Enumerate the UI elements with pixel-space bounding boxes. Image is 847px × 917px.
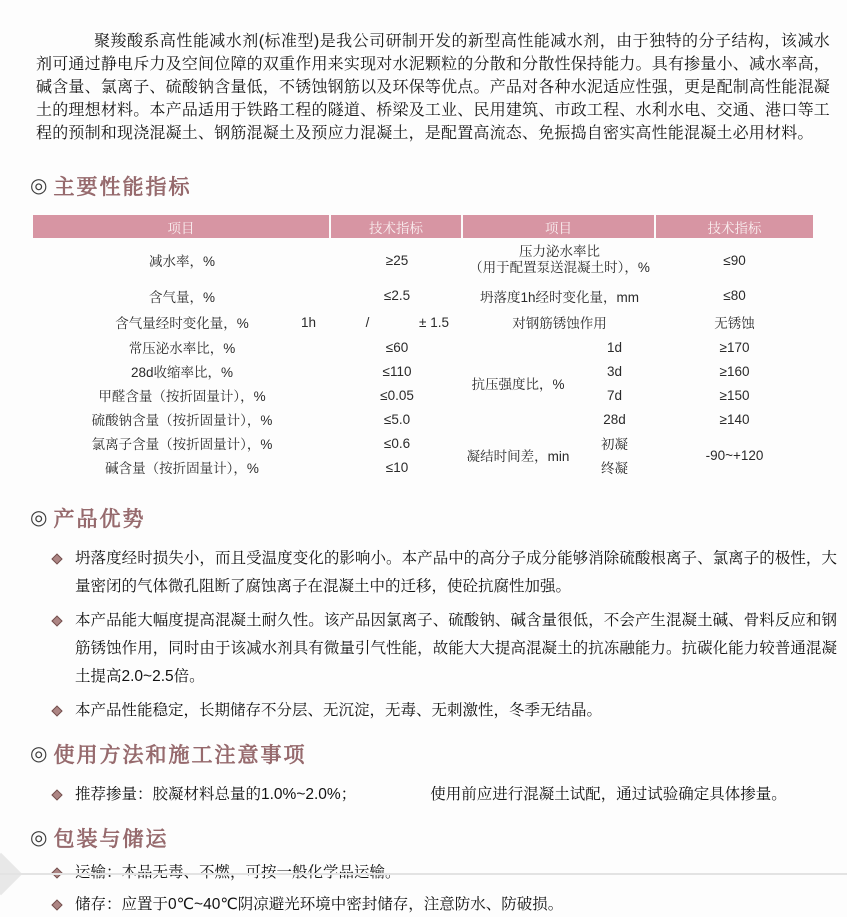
label-line: 压力泌水率比 [519,244,600,259]
diamond-bullet-icon [51,553,62,564]
table-row-value: ≤90 [723,252,746,268]
table-row-label: 坍落度1h经时变化量，mm [479,289,639,305]
section-marker-icon: ◎ [30,743,48,765]
table-row-value: ≥150 [719,387,750,403]
table-row-label: 硫酸钠含量（按折固量计），% [91,413,273,428]
table-row-value: ≤2.5 [383,288,411,303]
table-row-value: ≤60 [385,339,409,355]
storage-text: 储存：应置于0℃~40℃阴凉避光环境中密封储存，注意防水、防破损。 [75,896,564,913]
table-row-label: 减水率，% [148,254,215,269]
usage-note-text: 使用前应进行混凝土试配，通过试验确定具体掺量。 [430,786,787,803]
advantages-list [0,545,847,725]
value-part: 1h [301,314,317,330]
table-row-value: ≥25 [385,252,409,268]
section-title: 包装与储运 [53,828,169,851]
section-marker-icon: ◎ [30,507,48,529]
table-row-value: ≥160 [719,363,750,379]
table-row-value: -90~+120 [705,447,764,463]
section-heading-advantages [30,503,847,533]
setting-sub-label: 初凝 [600,437,628,452]
section-title: 主要性能指标 [53,176,192,199]
section-title: 产品优势 [53,508,146,531]
advantage-text: 坍落度经时损失小，而且受温度变化的影响小。本产品中的高分子成分能够消除硫酸根离子、氯离子的极性，大量密闭的气体微孔阻断了腐蚀离子在混凝土中的迁移，使砼抗腐性加强。 [75,550,837,595]
age-label: 7d [606,387,622,403]
table-row-label: 含气量，% [148,289,215,305]
table-row-value-parts [33,309,463,335]
table-row-value: ≤80 [723,288,746,303]
table-row-value: 无锈蚀 [714,316,755,331]
table-row-label [463,238,656,282]
setting-sub-label: 终凝 [600,461,628,476]
diamond-bullet-icon [51,705,62,716]
group-label: 凝结时间差，min [466,449,570,464]
intro-paragraph: 聚羧酸系高性能减水剂(标准型)是我公司研制开发的新型高性能减水剂，由于独特的分子结构，该减水剂可通过静电斥力及空间位障的双重作用来实现对水泥颗粒的分散和分散性保持能力。具有掺量小、减水率高，碱含量、氯离子、硫酸钠含量低，不锈蚀钢筋以及环保等优点。产品对各种水泥适应性强，更是配制高性能混凝土的理想材料。本产品适用于铁路工程的隧道、桥梁及工业、民用建筑、市政工程、水利水电、交通、港口等工程的预制和现浇混凝土、钢筋混凝土及预应力混凝土，是配置高流态、免振捣自密实高性能混凝土必用材料。 [36,33,830,142]
table-row-value: ≤5.0 [383,411,411,427]
performance-table [33,215,813,479]
strength-group [463,335,656,431]
usage-list [0,781,847,809]
table-row-label: 28d收缩率比，% [130,365,234,380]
table-row-value: ≥140 [719,411,750,427]
table-header-cell: 技术指标 [331,215,463,238]
table-body [33,238,813,479]
list-item [0,607,847,691]
list-item [0,545,847,601]
table-row-label: 氯离子含量（按折固量计），% [91,437,273,452]
table-row-label: 甲醛含量（按折固量计），% [98,389,266,404]
diamond-bullet-icon [51,899,62,910]
table-row-value: ≤0.6 [383,435,411,451]
setting-time-group [463,431,656,479]
label-line: （用于配置泵送混凝土时），% [469,260,650,275]
section-heading-usage [30,739,847,769]
table-header-cell: 项目 [33,215,331,238]
table-row-label: 对钢筋锈蚀作用 [512,316,607,331]
age-label: 28d [603,411,626,427]
packaging-list [0,861,847,917]
value-part: / [365,314,370,330]
list-item [0,781,847,809]
section-title: 使用方法和施工注意事项 [53,744,307,767]
dosage-text: 推荐掺量：胶凝材料总量的1.0%~2.0%； [75,786,357,803]
table-header-cell: 项目 [463,215,656,238]
table-row-label: 常压泌水率比，% [128,341,236,356]
table-header-cell: 技术指标 [707,220,762,236]
table-header-row [33,215,813,238]
advantage-text: 本产品能大幅度提高混凝土耐久性。该产品因氯离子、硫酸钠、碱含量很低，不会产生混凝土碱、骨料反应和钢筋锈蚀作用，同时由于该减水剂具有微量引气性能，故能大大提高混凝土的抗冻融能力。抗碳化能力较普通混凝土提高2.0~2.5倍。 [75,612,837,685]
section-marker-icon: ◎ [30,827,48,849]
age-label: 1d [606,339,622,355]
section-heading-packaging [30,823,847,853]
section-marker-icon: ◎ [30,175,48,197]
usage-text [75,781,787,809]
table-row-value: ≤110 [382,363,412,379]
table-row-label: 碱含量（按折固量计），% [105,461,259,476]
table-row-label: 含气量经时变化量，% [115,316,249,331]
diamond-bullet-icon [51,789,62,800]
diamond-bullet-icon [51,615,62,626]
table-row-value: ≤10 [385,459,409,475]
section-heading-performance [30,171,847,201]
table-row-value: ≤0.05 [380,387,414,403]
list-item [0,697,847,725]
advantage-text: 本产品性能稳定，长期储存不分层、无沉淀，无毒、无刺激性，冬季无结晶。 [75,702,603,719]
value-part: ± 1.5 [419,314,449,330]
group-label: 抗压强度比，% [471,377,565,392]
age-label: 3d [606,363,622,379]
table-row-value: ≥170 [719,339,750,355]
list-item [0,893,847,917]
